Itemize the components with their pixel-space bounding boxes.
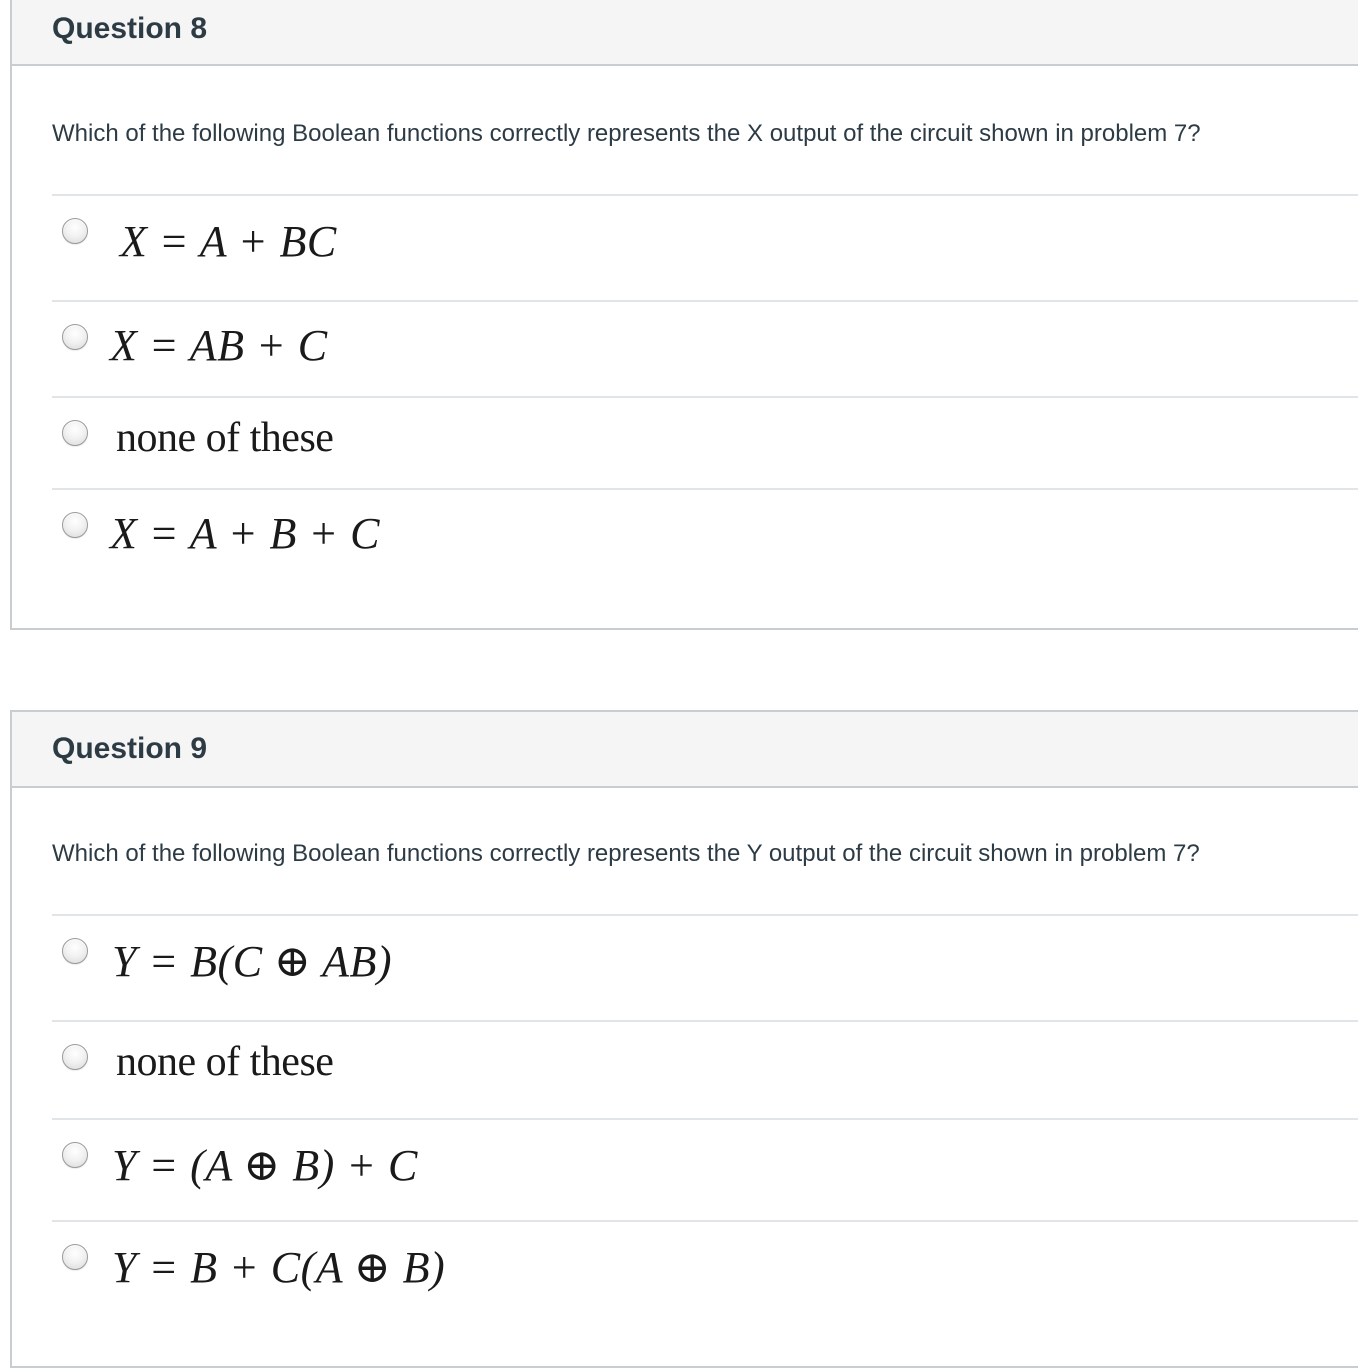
question-8-card [10, 0, 1358, 630]
answer-option[interactable] [52, 300, 1358, 396]
question-title: Question 8 [52, 12, 208, 45]
answer-label: Y = B(C ⊕ AB) [112, 937, 393, 986]
question-text: Which of the following Boolean functions correctly represents the Y output of the circuit shown in problem 7? [52, 840, 1200, 867]
answer-option[interactable] [52, 194, 1358, 300]
radio-button[interactable] [62, 1244, 88, 1270]
answer-label: X = A + BC [120, 217, 337, 266]
radio-button[interactable] [62, 218, 88, 244]
answer-label: none of these [116, 415, 334, 461]
question-header [12, 0, 1358, 66]
answer-option[interactable] [52, 1118, 1358, 1220]
answer-option[interactable] [52, 488, 1358, 598]
radio-button[interactable] [62, 324, 88, 350]
answer-label: X = AB + C [110, 321, 328, 370]
question-title: Question 9 [52, 732, 208, 765]
radio-button[interactable] [62, 420, 88, 446]
answer-list [52, 194, 1358, 598]
radio-button[interactable] [62, 512, 88, 538]
question-9-card [10, 710, 1358, 1368]
answer-list [52, 914, 1358, 1330]
answer-option[interactable] [52, 396, 1358, 488]
answer-option[interactable] [52, 1020, 1358, 1118]
answer-option[interactable] [52, 1220, 1358, 1330]
answer-label: none of these [116, 1039, 334, 1085]
answer-label: Y = (A ⊕ B) + C [112, 1141, 418, 1190]
question-header [12, 712, 1358, 788]
radio-button[interactable] [62, 1142, 88, 1168]
answer-option[interactable] [52, 914, 1358, 1020]
radio-button[interactable] [62, 938, 88, 964]
radio-button[interactable] [62, 1044, 88, 1070]
answer-label: X = A + B + C [110, 509, 380, 558]
answer-label: Y = B + C(A ⊕ B) [112, 1243, 446, 1292]
question-text: Which of the following Boolean functions correctly represents the X output of the circuit shown in problem 7? [52, 120, 1201, 147]
